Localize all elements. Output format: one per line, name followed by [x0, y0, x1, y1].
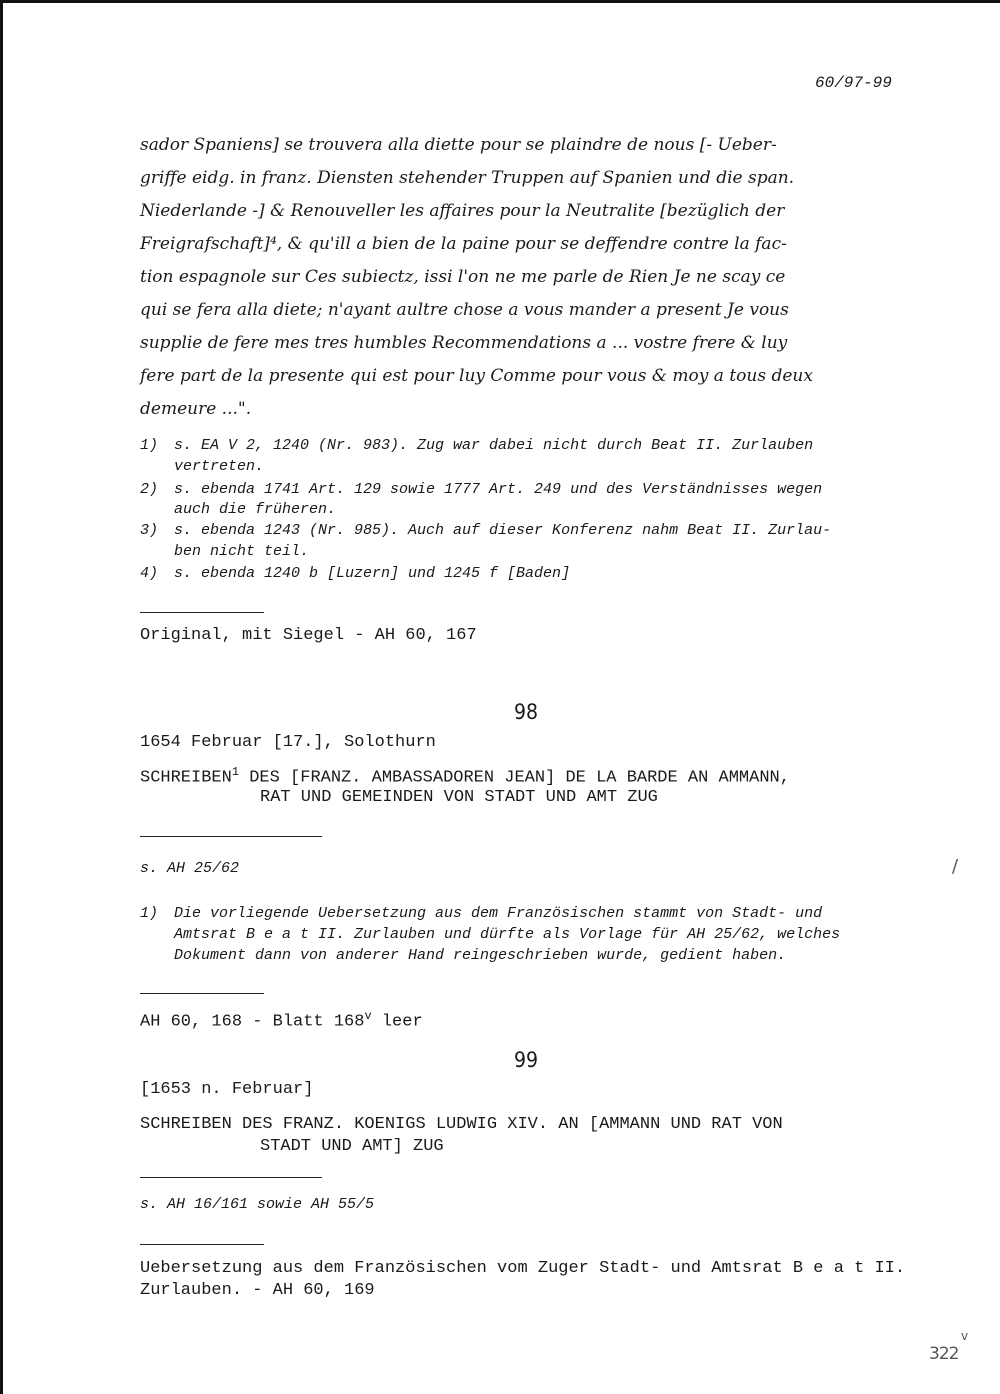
separator-rule	[140, 612, 264, 613]
document-title-continued: RAT UND GEMEINDEN VON STADT UND AMT ZUG	[260, 788, 658, 807]
body-line: supplie de fere mes tres humbles Recommendations a ... vostre frere & luy	[140, 333, 788, 353]
separator-rule	[140, 993, 264, 994]
document-title: SCHREIBEN DES FRANZ. KOENIGS LUDWIG XIV. AN [AMMANN UND RAT VON	[140, 1115, 783, 1134]
document-date: 1654 Februar [17.], Solothurn	[140, 733, 436, 752]
source-note	[140, 1009, 423, 1032]
title-text: DES [FRANZ. AMBASSADOREN JEAN] DE LA BARDE AN AMMANN,	[239, 768, 790, 788]
footnote-number: 4)	[140, 565, 159, 582]
footnote-text: s. ebenda 1741 Art. 129 sowie 1777 Art. 249 und des Verständnisses wegen	[174, 481, 823, 498]
page-stamp-tick: v	[961, 1329, 969, 1343]
footnote-text: Dokument dann von anderer Hand reingeschrieben wurde, gedient haben.	[174, 947, 787, 964]
body-line: sador Spaniens] se trouvera alla diette pour se plaindre de nous [- Ueber-	[140, 135, 777, 155]
body-line: demeure ...".	[140, 399, 252, 419]
body-line: griffe eidg. in franz. Diensten stehender Truppen auf Spanien und die span.	[140, 168, 795, 188]
source-note-continued: Zurlauben. - AH 60, 169	[140, 1281, 375, 1300]
source-note: Original, mit Siegel - AH 60, 167	[140, 626, 477, 645]
footnote-text: s. EA V 2, 1240 (Nr. 983). Zug war dabei nicht durch Beat II. Zurlauben	[174, 437, 814, 454]
footnote-text: s. ebenda 1240 b [Luzern] und 1245 f [Baden]	[174, 565, 571, 582]
footnote-number: 3)	[140, 522, 159, 539]
footnote-text: Die vorliegende Uebersetzung aus dem Französischen stammt von Stadt- und	[174, 905, 823, 922]
footnote-text: ben nicht teil.	[174, 543, 310, 560]
title-text: SCHREIBEN	[140, 768, 232, 788]
see-reference: s. AH 25/62	[140, 860, 240, 877]
folio-superscript: v	[364, 1009, 372, 1023]
document-title-continued: STADT UND AMT] ZUG	[260, 1137, 444, 1156]
footnote-text: vertreten.	[174, 458, 265, 475]
body-line: tion espagnole sur Ces subiectz, issi l'on ne me parle de Rien Je ne scay ce	[140, 267, 786, 287]
separator-rule	[140, 1177, 322, 1178]
body-line: Niederlande -] & Renouveller les affaires pour la Neutralite [bezüglich der	[140, 201, 785, 221]
page-reference: 60/97-99	[815, 74, 892, 92]
source-note: Uebersetzung aus dem Französischen vom Zuger Stadt- und Amtsrat B e a t II.	[140, 1259, 906, 1278]
footnote-ref: 1	[231, 765, 240, 779]
document-number: 98	[514, 700, 539, 724]
footnote-number: 1)	[140, 905, 159, 922]
document-date: [1653 n. Februar]	[140, 1080, 314, 1099]
footnote-number: 2)	[140, 481, 159, 498]
body-line: fere part de la presente qui est pour luy Comme pour vous & moy a tous deux	[140, 366, 813, 386]
separator-rule	[140, 836, 322, 837]
body-line: qui se fera alla diete; n'ayant aultre chose a vous mander a present Je vous	[140, 300, 789, 320]
document-title	[140, 765, 790, 788]
margin-mark: /	[952, 856, 959, 877]
footnote-number: 1)	[140, 437, 159, 454]
footnote-text: s. ebenda 1243 (Nr. 985). Auch auf dieser Konferenz nahm Beat II. Zurlau-	[174, 522, 832, 539]
footnote-text: Amtsrat B e a t II. Zurlauben und dürfte als Vorlage für AH 25/62, welches	[174, 926, 841, 943]
scan-border-left	[0, 0, 3, 1394]
see-reference: s. AH 16/161 sowie AH 55/5	[140, 1196, 375, 1213]
footnote-text: auch die früheren.	[174, 501, 337, 518]
page-stamp: 322	[929, 1344, 959, 1364]
body-line: Freigrafschaft]⁴, & qu'ill a bien de la paine pour se deffendre contre la fac-	[140, 234, 787, 254]
source-text: leer	[371, 1012, 423, 1032]
scan-border-top	[0, 0, 1000, 3]
document-number: 99	[514, 1048, 539, 1072]
source-text: AH 60, 168 - Blatt 168	[140, 1012, 365, 1032]
separator-rule	[140, 1244, 264, 1245]
